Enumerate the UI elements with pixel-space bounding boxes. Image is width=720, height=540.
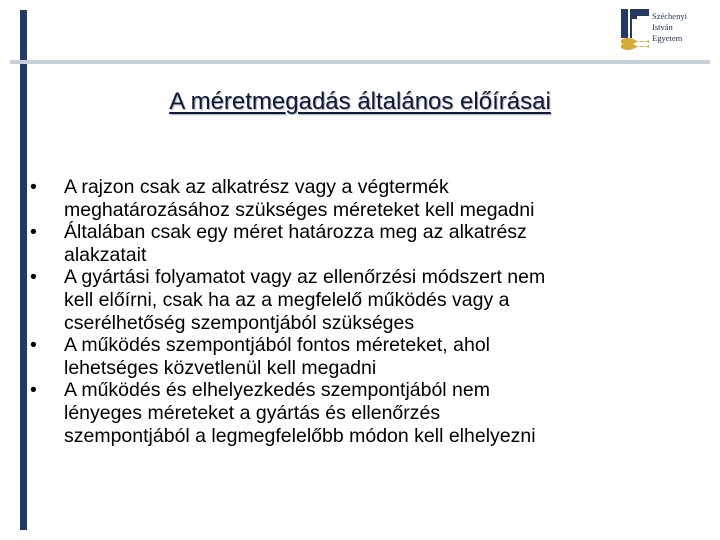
header-divider <box>10 60 710 64</box>
bullet-item-2 <box>28 221 698 266</box>
bullet-icon: • <box>30 221 37 244</box>
bullet-line: A rajzon csak az alkatrész vagy a végtermék <box>64 176 449 198</box>
logo-text-line-2: István <box>652 22 673 32</box>
bullet-item-5 <box>28 379 698 447</box>
bullet-line: kell előírni, csak ha az a megfelelő működés vagy a <box>64 288 510 311</box>
university-logo <box>620 8 715 54</box>
bullet-item-1 <box>28 176 698 221</box>
bullet-line: szempontjából a legmegfelelőbb módon kell elhelyezni <box>64 424 536 447</box>
bullet-icon: • <box>30 334 37 357</box>
bullet-line: A gyártási folyamatot vagy az ellenőrzési módszert nem <box>64 266 546 289</box>
logo-text-line-1: Széchenyi <box>652 11 687 21</box>
bullet-item-3 <box>28 266 698 334</box>
bullet-icon: • <box>30 266 37 289</box>
bullet-line: A működés és elhelyezkedés szempontjából nem <box>64 379 490 402</box>
bullet-icon: • <box>30 379 37 402</box>
bullet-line: A működés szempontjából fontos méreteket, ahol <box>64 334 490 357</box>
bullet-list <box>28 176 698 447</box>
bullet-line: lényeges méreteket a gyártás és ellenőrzés <box>64 401 441 424</box>
university-logo-icon <box>620 8 650 50</box>
slide-title: A méretmegadás általános előírásai <box>169 88 551 115</box>
bullet-line: lehetséges közvetlenül kell megadni <box>64 356 377 379</box>
logo-text <box>652 11 687 44</box>
bullet-icon: • <box>30 176 37 198</box>
bullet-line: Általában csak egy méret határozza meg az alkatrész <box>64 221 527 244</box>
logo-text-line-3: Egyetem <box>652 33 683 43</box>
bullet-item-4 <box>28 334 698 379</box>
bullet-line: cserélhetőség szempontjából szükséges <box>64 311 415 334</box>
bullet-line: alakzatait <box>64 243 147 266</box>
bullet-line: meghatározásához szükséges méreteket kell megadni <box>64 198 535 221</box>
